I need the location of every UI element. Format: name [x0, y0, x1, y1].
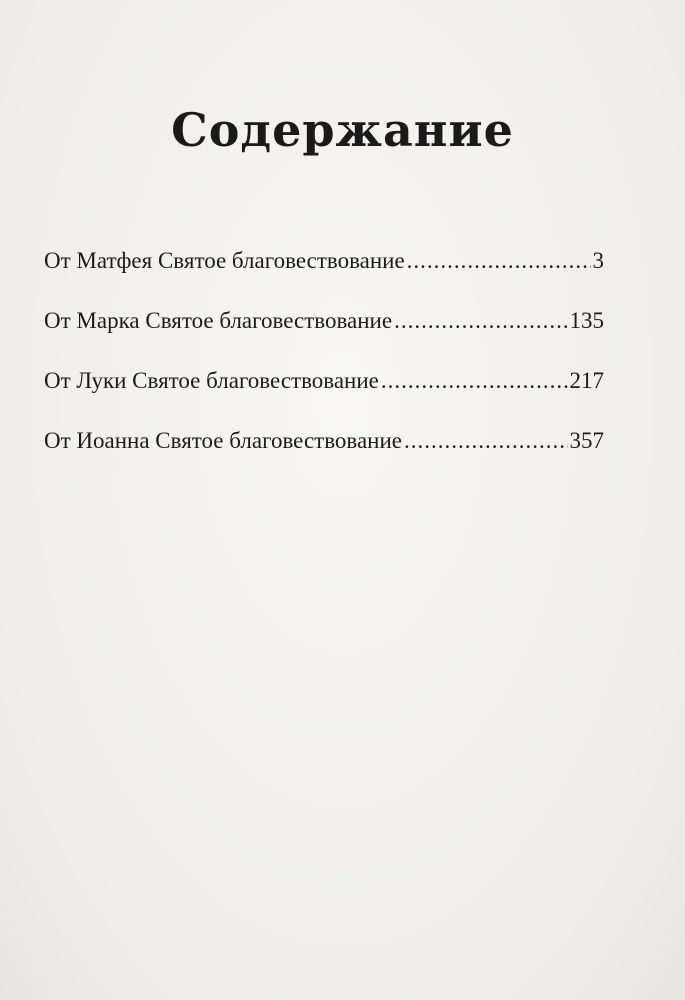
- toc-entry-page-number: 135: [569, 308, 604, 333]
- toc-entry-label: От Луки Святое благовествование: [44, 368, 379, 393]
- dot-leader: [404, 428, 567, 454]
- toc-entry-label: От Иоанна Святое благовествование: [44, 428, 403, 453]
- toc-entry-luke[interactable]: [44, 368, 604, 408]
- dot-leader: [407, 248, 591, 274]
- toc-entry-page-number: 3: [592, 248, 604, 273]
- toc-entry-label: От Матфея Святое благовествование: [44, 248, 405, 273]
- toc-entry-page-number: 217: [569, 368, 604, 393]
- toc-entry-mark[interactable]: [44, 308, 604, 348]
- table-of-contents: [44, 248, 604, 488]
- dot-leader: [381, 368, 568, 394]
- toc-entry-page-number: 357: [569, 428, 604, 453]
- dot-leader: [394, 308, 567, 334]
- page-title: Содержание: [171, 102, 514, 157]
- toc-entry-john[interactable]: [44, 428, 604, 468]
- toc-entry-matthew[interactable]: [44, 248, 604, 288]
- toc-entry-label: От Марка Святое благовествование: [44, 308, 393, 333]
